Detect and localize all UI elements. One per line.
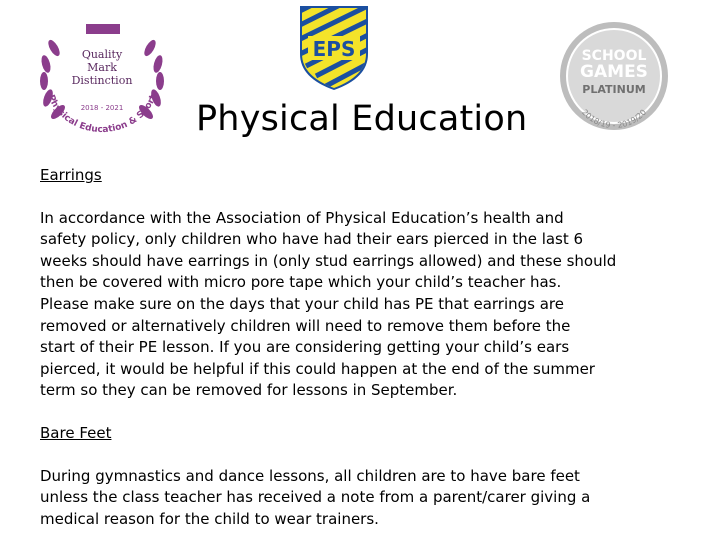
- earrings-line: pierced, it would be helpful if this could happen at the end of the summer: [40, 359, 595, 378]
- spacer: [40, 402, 690, 423]
- earrings-line: Please make sure on the days that your child has PE that earrings are: [40, 294, 564, 313]
- earrings-line: weeks should have earrings in (only stud earrings allowed) and these should: [40, 251, 617, 270]
- section-heading-bare-feet: Bare Feet: [40, 423, 112, 442]
- section-heading-earrings: Earrings: [40, 166, 102, 184]
- bare-feet-line: medical reason for the child to wear trainers.: [40, 509, 379, 528]
- school-games-line2: GAMES: [580, 62, 648, 82]
- earrings-line: then be covered with micro pore tape which your child’s teacher has.: [40, 273, 562, 292]
- bare-feet-line: During gymnastics and dance lessons, all children are to have bare feet: [40, 466, 580, 485]
- earrings-line: In accordance with the Association of Physical Education’s health and: [40, 208, 564, 227]
- page-title: Physical Education: [196, 99, 528, 139]
- bare-feet-line: unless the class teacher has received a note from a parent/carer giving a: [40, 488, 591, 507]
- earrings-line: term so they can be removed for lessons in September.: [40, 381, 458, 400]
- spacer: [40, 187, 690, 208]
- quality-mark-line2: Mark: [87, 61, 117, 74]
- eps-logo: [296, 4, 372, 90]
- school-games-line1: SCHOOL: [581, 48, 647, 64]
- spacer: [40, 445, 690, 466]
- earrings-line: start of their PE lesson. If you are considering getting your child’s ears: [40, 338, 570, 357]
- earrings-line: removed or alternatively children will need to remove them before the: [40, 316, 571, 335]
- page-content: [40, 165, 690, 530]
- school-games-level: PLATINUM: [582, 83, 646, 96]
- earrings-line: safety policy, only children who have had their ears pierced in the last 6: [40, 230, 584, 249]
- quality-mark-line1: Quality: [81, 48, 123, 61]
- quality-mark-years: 2018 - 2021: [80, 104, 124, 112]
- school-games-badge: [558, 20, 670, 132]
- quality-mark-badge: [34, 18, 170, 136]
- eps-logo-text: EPS: [312, 37, 356, 61]
- quality-mark-ring-text: Physical Education & Sport: [45, 93, 159, 136]
- school-games-years: 2018/19 - 2019/20: [579, 107, 649, 130]
- quality-mark-line3: Distinction: [71, 74, 133, 87]
